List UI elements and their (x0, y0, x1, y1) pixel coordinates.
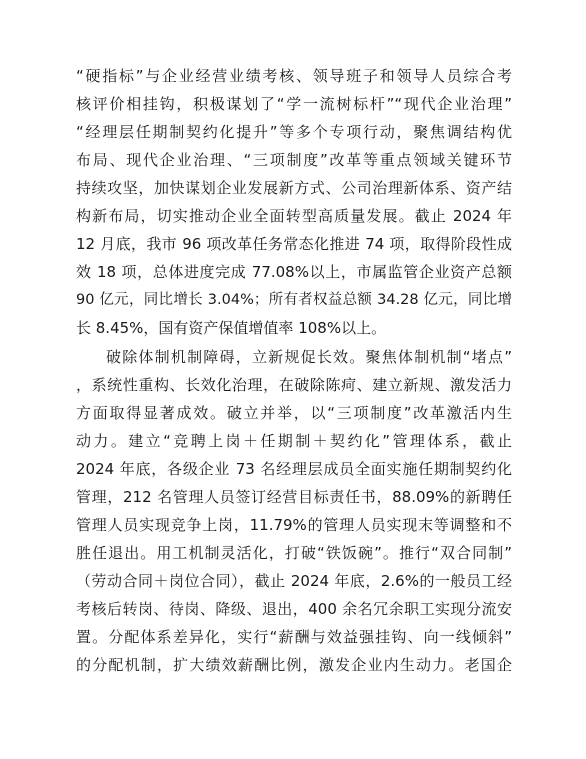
paragraph-reform-results (76, 62, 512, 342)
text-line: 12 月底，我市 96 项改革任务常态化推进 74 项，取得阶段性成 (76, 235, 512, 253)
text-line: 考核后转岗、待岗、降级、退出，400 余名冗余职工实现分流安 (76, 600, 512, 618)
text-line: 胜任退出。用工机制灵活化，打破“铁饭碗”。推行“双合同制” (76, 544, 512, 562)
text-line: 置。分配体系差异化，实行“薪酬与效益强挂钩、向一线倾斜” (76, 628, 512, 646)
text-line: 的分配机制，扩大绩效薪酬比例，激发企业内生动力。老国企 (76, 656, 512, 674)
paragraph-institutional-reform (76, 343, 512, 679)
text-line: 2024 年底，各级企业 73 名经理层成员全面实施任期制契约化 (76, 460, 512, 478)
text-line: 长 8.45%，国有资产保值增值率 108%以上。 (76, 319, 387, 337)
text-line: 方面取得显著成效。破立并举，以“三项制度”改革激活内生 (76, 404, 512, 422)
text-line: 持续攻坚，加快谋划企业发展新方式、公司治理新体系、资产结 (76, 179, 512, 197)
text-line: 动力。建立“竞聘上岗＋任期制＋契约化”管理体系，截止 (76, 432, 512, 450)
text-line: ，系统性重构、长效化治理，在破除陈疴、建立新规、激发活力 (76, 376, 512, 394)
text-line: 效 18 项，总体进度完成 77.08%以上，市属监管企业资产总额 (76, 263, 512, 281)
text-line: （劳动合同＋岗位合同），截止 2024 年底，2.6%的一般员工经 (76, 572, 512, 590)
text-line: 90 亿元，同比增长 3.04%；所有者权益总额 34.28 亿元，同比增 (76, 292, 512, 308)
text-line: 核评价相挂钩，积极谋划了“学一流树标杆”“现代企业治理” (76, 95, 512, 113)
text-line: 管理，212 名管理人员签订经营目标责任书，88.09%的新聘任 (76, 488, 512, 506)
text-line: “硬指标”与企业经营业绩考核、领导班子和领导人员综合考 (76, 67, 512, 85)
text-line: 构新布局，切实推动企业全面转型高质量发展。截止 2024 年 (76, 207, 512, 225)
text-line: “经理层任期制契约化提升”等多个专项行动，聚焦调结构优 (76, 123, 512, 141)
text-line: 布局、现代企业治理、“三项制度”改革等重点领域关键环节 (76, 151, 512, 169)
text-line: 管理人员实现竞争上岗，11.79%的管理人员实现末等调整和不 (76, 516, 512, 534)
text-line: 破除体制机制障碍，立新规促长效。聚焦体制机制“堵点” (106, 348, 512, 366)
